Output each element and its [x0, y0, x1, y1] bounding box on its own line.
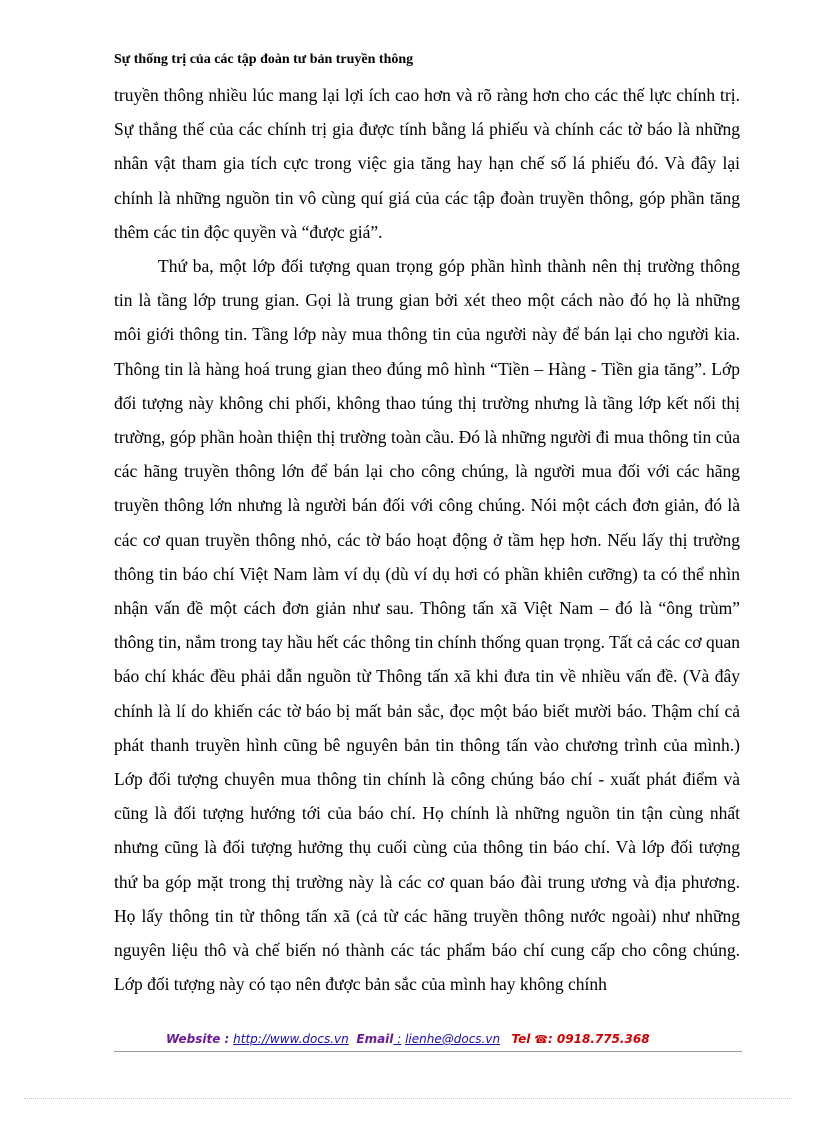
- page-header: Sự thống trị của các tập đoàn tư bản truyền thông: [114, 52, 414, 67]
- email-sep: :: [393, 1032, 402, 1046]
- website-link[interactable]: http://www.docs.vn: [233, 1032, 349, 1046]
- tel-number: : 0918.775.368: [547, 1032, 650, 1046]
- paragraph-continuation: truyền thông nhiều lúc mang lại lợi ích cao hơn và rõ ràng hơn cho các thế lực chính trị. Sự thắng thế của các chính trị gia được tính bằng lá phiếu và chính các tờ báo là những nhân vật tham gia tích cực trong việc gia tăng hay hạn chế số lá phiếu đó. Và đây lại chính là những nguồn tin vô cùng quí giá của các tập đoàn truyền thông, góp phần tăng thêm các tin độc quyền và “được giá”.: [114, 85, 740, 242]
- email-link[interactable]: lienhe@docs.vn: [405, 1032, 501, 1046]
- document-body: [114, 78, 740, 1001]
- paragraph-third-point: Thứ ba, một lớp đối tượng quan trọng góp phần hình thành nên thị trường thông tin là tầng lớp trung gian. Gọi là trung gian bởi xét theo một cách nào đó họ là những môi giới thông tin. Tầng lớp này mua thông tin của người này để bán lại cho người kia. Thông tin là hàng hoá trung gian theo đúng mô hình “Tiền – Hàng - Tiền gia tăng”. Lớp đối tượng này không chi phối, không thao túng thị trường nhưng là tầng lớp kết nối thị trường, góp phần hoàn thiện thị trường toàn cầu. Đó là những người đi mua thông tin của các hãng truyền thông lớn để bán lại cho công chúng, là người mua đối với các hãng truyền thông lớn nhưng là người bán đối với công chúng. Nói một cách đơn giản, đó là các cơ quan truyền thông nhỏ, các tờ báo hoạt động ở tầm hẹp hơn. Nếu lấy thị trường thông tin báo chí Việt Nam làm ví dụ (dù ví dụ hơi có phần khiên cưỡng) ta có thể nhìn nhận vấn đề một cách đơn giản như sau. Thông tấn xã Việt Nam – đó là “ông trùm” thông tin, nắm trong tay hầu hết các thông tin chính thống quan trọng. Tất cả các cơ quan báo chí khác đều phải dẫn nguồn từ Thông tấn xã khi đưa tin về nhiều vấn đề. (Và đây chính là lí do khiến các tờ báo bị mất bản sắc, đọc một báo biết mười báo. Thậm chí cả phát thanh truyền hình cũng bê nguyên bản tin thông tấn vào chương trình của mình.) Lớp đối tượng chuyên mua thông tin chính là công chúng báo chí - xuất phát điểm và cũng là đối tượng hướng tới của báo chí. Họ chính là những nguồn tin tận cùng nhất nhưng cũng là đối tượng hưởng thụ cuối cùng của thông tin báo chí. Và lớp đối tượng thứ ba góp mặt trong thị trường này là các cơ quan báo đài trung ương và địa phương. Họ lấy thông tin từ thông tấn xã (cả từ các hãng truyền thông nước ngoài) như những nguyên liệu thô và chế biến nó thành các tác phẩm báo chí cung cấp cho công chúng. Lớp đối tượng này có tạo nên được bản sắc của mình hay không chính: [114, 256, 740, 995]
- page-footer: [166, 1032, 650, 1046]
- footer-divider: [114, 1051, 742, 1052]
- email-label: Email: [356, 1032, 394, 1046]
- phone-icon: ☎: [534, 1033, 548, 1046]
- page-bottom-border: [24, 1098, 792, 1099]
- website-label: Website :: [166, 1032, 230, 1046]
- tel-label: Tel: [511, 1032, 531, 1046]
